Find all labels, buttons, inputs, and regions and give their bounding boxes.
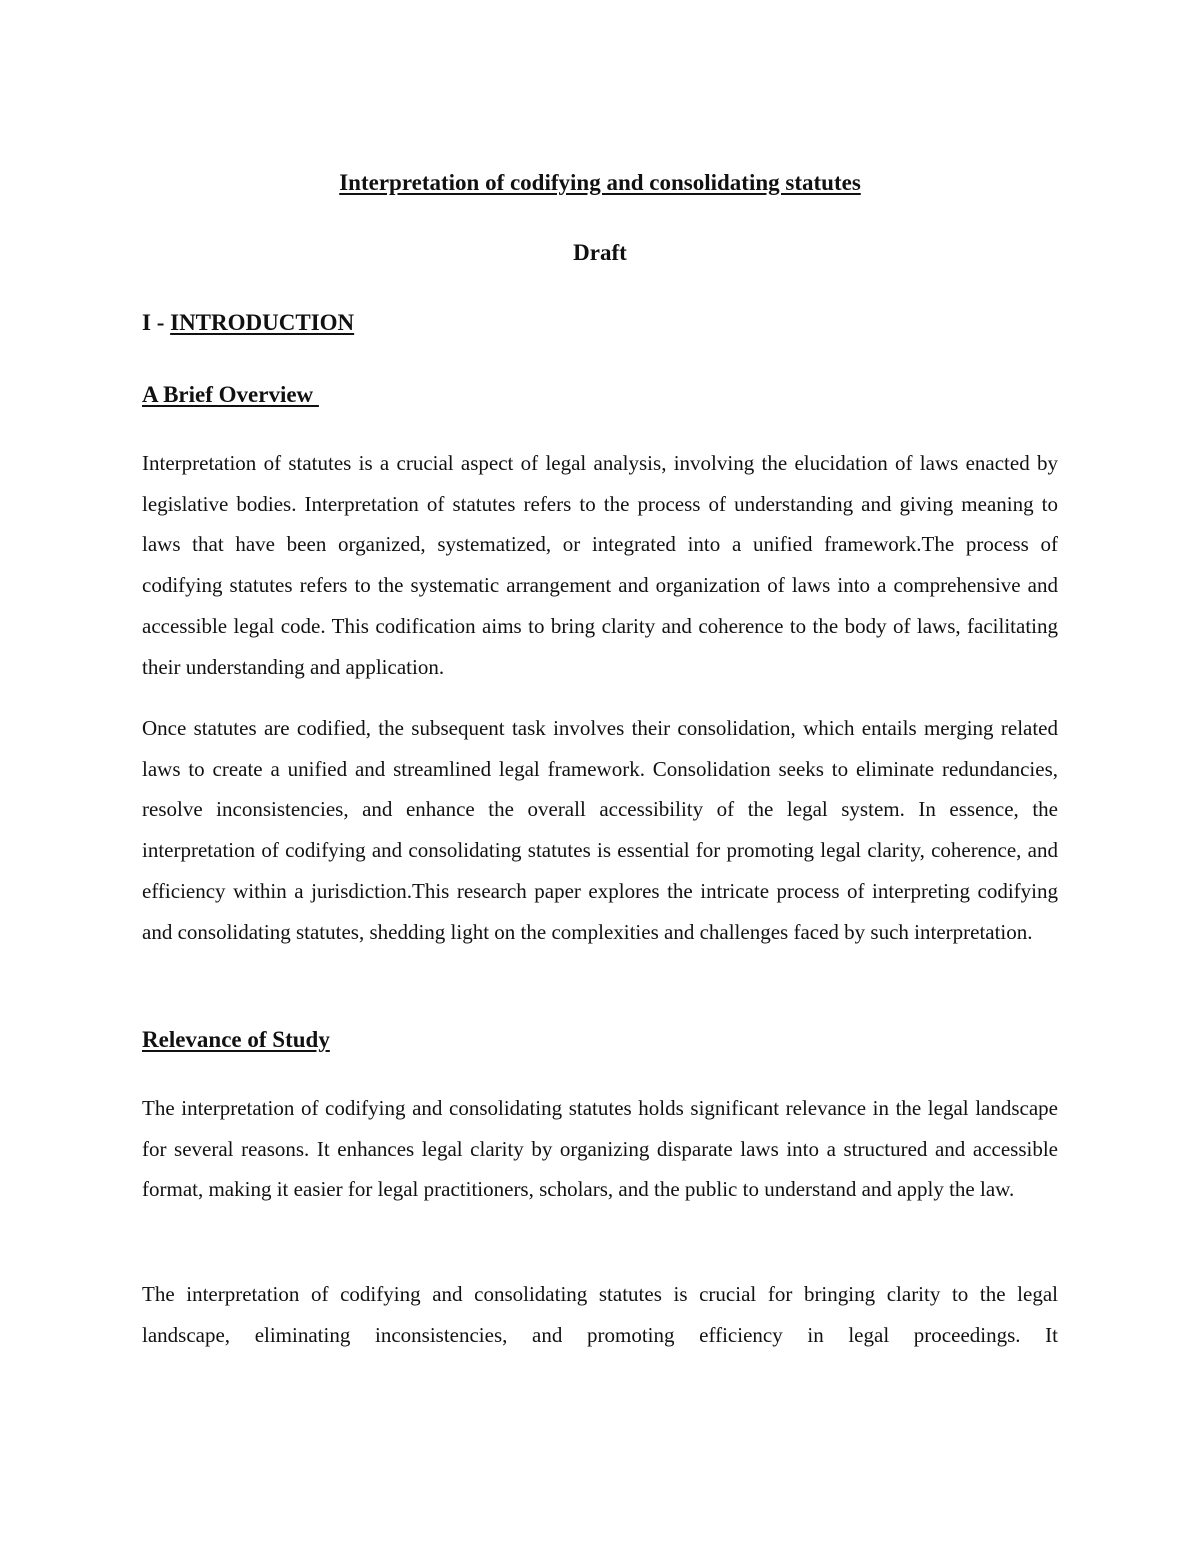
section-heading: [142, 308, 354, 338]
relevance-paragraph-2: The interpretation of codifying and consolidating statutes is crucial for bringing clarity to the legal landscape, eliminating inconsistencies, and promoting efficiency in legal proceedings. It: [142, 1282, 1058, 1347]
section-name: INTRODUCTION: [170, 310, 355, 335]
relevance-heading: Relevance of Study: [142, 1027, 330, 1052]
document-title: Interpretation of codifying and consolidating statutes: [339, 170, 861, 195]
brief-overview-heading: A Brief Overview: [142, 382, 319, 407]
overview-paragraph-2: Once statutes are codified, the subsequent task involves their consolidation, which entails merging related laws to create a unified and streamlined legal framework. Consolidation seeks to eliminate redundancies, resolve inconsistencies, and enhance the overall accessibility of the legal system. In essence, the interpretation of codifying and consolidating statutes is essential for promoting legal clarity, coherence, and efficiency within a jurisdiction.This research paper explores the intricate process of interpreting codifying and consolidating statutes, shedding light on the complexities and challenges faced by such interpretation.: [142, 716, 1058, 944]
document-subtitle: Draft: [573, 240, 627, 265]
relevance-paragraph-1: The interpretation of codifying and consolidating statutes holds significant relevance in the legal landscape for several reasons. It enhances legal clarity by organizing disparate laws into a structured and accessible format, making it easier for legal practitioners, scholars, and the public to understand and apply the law.: [142, 1096, 1058, 1202]
section-number: I -: [142, 310, 171, 335]
overview-paragraph-1: Interpretation of statutes is a crucial aspect of legal analysis, involving the elucidation of laws enacted by legislative bodies. Interpretation of statutes refers to the process of understanding and giving meaning to laws that have been organized, systematized, or integrated into a unified framework.The process of codifying statutes refers to the systematic arrangement and organization of laws into a comprehensive and accessible legal code. This codification aims to bring clarity and coherence to the body of laws, facilitating their understanding and application.: [142, 451, 1058, 679]
